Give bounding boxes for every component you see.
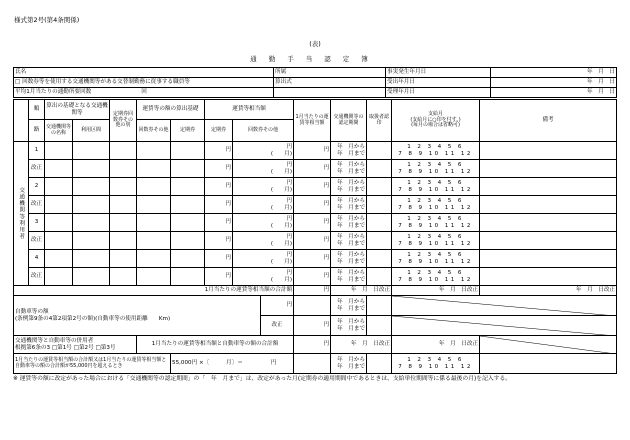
car-yen[interactable]: 円 (261, 296, 294, 316)
monthly-yen[interactable]: 円 (294, 268, 331, 286)
combo-yen[interactable]: 円 (294, 336, 331, 354)
name-label: 氏名 (14, 68, 274, 78)
times-unit: 回 (141, 89, 147, 96)
pass-cell[interactable] (171, 178, 205, 196)
payment-months[interactable]: 1 2 3 4 5 6 7 8 9 10 11 12 (392, 196, 480, 214)
header-table (13, 67, 617, 98)
fare-equiv-yen[interactable]: 円 ( 月) (233, 250, 294, 268)
combo-label: 交通機関等と自動車等の併用者 (15, 338, 94, 345)
route-col-header: 利用区間 (73, 120, 110, 142)
total-revision-date-2[interactable]: 年 月 日改正 (392, 286, 480, 296)
footnote: ※ 運賃等の額に改定があった場合における「交通機関等の認定期間」の「 年 月まで」は、改定があった月(定期券の適用期間中であるときは、支給単位期間等に係る最後の月)を記入する。 (13, 376, 512, 382)
pass-cell[interactable] (171, 268, 205, 286)
remarks-cell[interactable] (480, 160, 617, 178)
fare-basis-col-header: 運賃等の額の算出基礎 (137, 100, 205, 120)
fare-equiv-yen[interactable]: 円 ( 月) (233, 160, 294, 178)
cap-formula[interactable]: 55,000円 ×〔 月〕＝ 円 (171, 354, 294, 374)
handler-cell[interactable] (367, 268, 392, 286)
remarks-cell[interactable] (480, 214, 617, 232)
payment-months[interactable]: 1 2 3 4 5 6 7 8 9 10 11 12 (392, 178, 480, 196)
payment-months[interactable]: 1 2 3 4 5 6 7 8 9 10 11 12 (392, 160, 480, 178)
pass-type-cell[interactable] (110, 160, 137, 178)
revision-label: 改正 (29, 160, 45, 178)
ticket-other-col-header: 回数券その他 (137, 120, 171, 142)
car-diagonal-cell (392, 296, 617, 316)
payment-note1: (支給月に○印を付す。) (410, 116, 461, 123)
transport-name-cell[interactable] (45, 160, 73, 178)
monthly-yen[interactable]: 円 (294, 178, 331, 196)
total-label: 1月当たりの運賃等相当額の合計額 (14, 286, 294, 296)
payment-months[interactable]: 1 2 3 4 5 6 7 8 9 10 11 12 (392, 232, 480, 250)
page-title: 通勤手当認定簿 (250, 55, 380, 63)
car-revision-yen[interactable]: 円 (294, 316, 331, 336)
handler-cell[interactable] (367, 214, 392, 232)
fare-equiv-yen[interactable]: 円 ( 月) (233, 232, 294, 250)
handler-cell[interactable] (367, 178, 392, 196)
route-cell[interactable] (73, 160, 110, 178)
remarks-cell[interactable] (480, 250, 617, 268)
payment-col-header (392, 100, 480, 142)
car-amount-cell (14, 296, 261, 336)
transit-revision-row (14, 268, 617, 286)
fare-yen[interactable]: 円 (205, 250, 233, 268)
cert-period[interactable]: 年 月から 年 月まで (331, 214, 367, 232)
notification-date-value[interactable]: 年 月 日 (491, 78, 617, 88)
monthly-yen[interactable]: 円 (294, 142, 331, 160)
combo-total-label: 1月当たりの運賃等相当額と自動車等の額の合計額 (137, 336, 294, 354)
payment-months[interactable]: 1 2 3 4 5 6 7 8 9 10 11 12 (392, 250, 480, 268)
acceptance-date-label: 受理年月日 (386, 88, 491, 98)
total-yen[interactable]: 円 (294, 286, 331, 296)
transit-row (14, 214, 617, 232)
pass-type-cell[interactable] (110, 232, 137, 250)
transport-name-cell[interactable] (45, 142, 73, 160)
pass2-col-header: 定期券 (205, 120, 233, 142)
handler-cell[interactable] (367, 196, 392, 214)
ticket-other2-col-header: 回数券その他 (233, 120, 294, 142)
route-cell[interactable] (73, 142, 110, 160)
route-cell[interactable] (73, 232, 110, 250)
transit-user-label: 交通機関等利用者 (14, 142, 29, 286)
fare-equiv-yen[interactable]: 円 ( 月) (233, 142, 294, 160)
transport-name-col-header: 交通機関等の名称 (45, 120, 73, 142)
remarks-cell[interactable] (480, 178, 617, 196)
car-revision-label: 改正 (261, 316, 294, 336)
transit-row (14, 250, 617, 268)
remarks-cell[interactable] (480, 196, 617, 214)
pass-cell[interactable] (171, 142, 205, 160)
handler-cell[interactable] (367, 142, 392, 160)
combo-sub[interactable]: 根拠第6条の3 □第1号 □第2号 □第3号 (15, 344, 116, 351)
transport-name-cell[interactable] (45, 178, 73, 196)
monthly-col-header: 1月当たりの運賃等相当額 (294, 100, 331, 142)
row-number: 3 (29, 214, 45, 232)
handler-col-header: 取扱者認印 (367, 100, 392, 142)
car-period[interactable]: 年 月から 年 月まで (331, 296, 367, 316)
transit-revision-row (14, 232, 617, 250)
pass-cell[interactable] (171, 160, 205, 178)
payment-months[interactable]: 1 2 3 4 5 6 7 8 9 10 11 12 (392, 214, 480, 232)
transit-row (14, 142, 617, 160)
payment-note2: (毎月の場合は省略可) (411, 122, 460, 129)
handler-cell[interactable] (367, 232, 392, 250)
pass-type-cell[interactable] (110, 178, 137, 196)
remarks-cell[interactable] (480, 142, 617, 160)
ticket-other-cell[interactable] (137, 178, 171, 196)
combo-diagonal (480, 336, 617, 354)
cert-period[interactable]: 年 月から 年 月まで (331, 250, 367, 268)
route-cell[interactable] (73, 196, 110, 214)
fare-equiv-col-header: 運賃等相当額 (205, 100, 294, 120)
remarks-col-header: 備考 (480, 100, 617, 142)
acceptance-date-value[interactable]: 年 月 日 (491, 88, 617, 98)
ticket-other-cell[interactable] (137, 232, 171, 250)
basis-col-header: 算出の基礎となる交通機関等 (45, 100, 110, 120)
pass-cell[interactable] (171, 232, 205, 250)
cert-period[interactable]: 年 月から 年 月まで (331, 196, 367, 214)
revision-label: 改正 (29, 196, 45, 214)
cert-period-col-header: 交通機関等の認定期間 (331, 100, 367, 142)
monthly-yen[interactable]: 円 (294, 250, 331, 268)
total-revision-date[interactable]: 年 月 日改正 (331, 286, 392, 296)
fare-yen[interactable]: 円 (205, 268, 233, 286)
cert-period[interactable]: 年 月から 年 月まで (331, 160, 367, 178)
combo-cell (14, 336, 137, 354)
car-sub: (条例第9条の4第2項第2号の額)(自動車等の使用距離 Km) (15, 315, 171, 322)
route-cell[interactable] (73, 250, 110, 268)
revision-label: 改正 (29, 232, 45, 250)
ticket-other-cell[interactable] (137, 160, 171, 178)
route-cell[interactable] (73, 268, 110, 286)
payment-months[interactable]: 1 2 3 4 5 6 7 8 9 10 11 12 (392, 142, 480, 160)
pass-cell[interactable] (171, 214, 205, 232)
total-revision-date-3[interactable]: 年 月 日改正 (480, 286, 617, 296)
pass-type-cell[interactable] (110, 214, 137, 232)
cap-period[interactable]: 年 月から 年 月まで (331, 354, 367, 374)
transport-name-cell[interactable] (45, 268, 73, 286)
cert-period[interactable]: 年 月から 年 月まで (331, 268, 367, 286)
fare-equiv-yen[interactable]: 円 ( 月) (233, 214, 294, 232)
fare-equiv-yen[interactable]: 円 ( 月) (233, 268, 294, 286)
fare-yen[interactable]: 円 (205, 142, 233, 160)
transport-name-cell[interactable] (45, 250, 73, 268)
transport-name-cell[interactable] (45, 196, 73, 214)
transit-revision-row (14, 160, 617, 178)
monthly-yen[interactable]: 円 (294, 214, 331, 232)
monthly-yen[interactable]: 円 (294, 196, 331, 214)
transport-name-cell[interactable] (45, 232, 73, 250)
paren-label: (表) (309, 40, 321, 48)
combo-revision-date[interactable]: 年 月 日改正 (331, 336, 392, 354)
shift-checkbox[interactable]: □ 回数券等を使用する交通機関等がある交替制勤務に従事する職員等 (14, 78, 274, 88)
office-label: 所属 (274, 68, 386, 78)
transit-row (14, 178, 617, 196)
fare-yen[interactable]: 円 (205, 214, 233, 232)
car-revision-diagonal (392, 316, 617, 336)
ticket-other-cell[interactable] (137, 142, 171, 160)
row-number: 2 (29, 178, 45, 196)
remarks-cell[interactable] (480, 268, 617, 286)
transport-name-cell[interactable] (45, 214, 73, 232)
pass-type-cell[interactable] (110, 196, 137, 214)
transit-revision-row (14, 196, 617, 214)
pass-type-col-header: 定期券回数券その他の別 (110, 100, 137, 142)
handler-cell[interactable] (367, 160, 392, 178)
avg-commute-label: 平均1月当たりの通勤所要回数 (15, 89, 92, 96)
occurrence-date-label: 事実発生年月日 (386, 68, 491, 78)
pass-cell[interactable] (171, 250, 205, 268)
handler-cell[interactable] (367, 250, 392, 268)
route-cell[interactable] (73, 214, 110, 232)
pass-type-cell[interactable] (110, 142, 137, 160)
ticket-other-cell[interactable] (137, 250, 171, 268)
payment-month-label: 支給月 (428, 111, 444, 118)
fare-yen[interactable]: 円 (205, 196, 233, 214)
row-number: 4 (29, 250, 45, 268)
ticket-other-cell[interactable] (137, 214, 171, 232)
monthly-yen[interactable]: 円 (294, 160, 331, 178)
car-revision-period[interactable]: 年 月から 年 月まで (331, 316, 367, 336)
formula-label: 算出式 (274, 78, 386, 88)
notification-date-label: 受出年月日 (386, 78, 491, 88)
order-col-header: 順 (29, 100, 45, 120)
row-number: 1 (29, 142, 45, 160)
route-cell[interactable] (73, 178, 110, 196)
cert-period[interactable]: 年 月から 年 月まで (331, 178, 367, 196)
fare-equiv-yen[interactable]: 円 ( 月) (233, 196, 294, 214)
combo-revision-date-2[interactable]: 年 月 日改正 (392, 336, 480, 354)
monthly-yen[interactable]: 円 (294, 232, 331, 250)
main-table (13, 99, 617, 374)
form-number: 様式第2号(第4条関係) (14, 16, 80, 24)
pass-cell[interactable] (171, 196, 205, 214)
cert-period[interactable]: 年 月から 年 月まで (331, 232, 367, 250)
pass-col-header: 定期券 (171, 120, 205, 142)
occurrence-date-value[interactable]: 年 月 日 (491, 68, 617, 78)
order2-col-header: 路 (29, 120, 45, 142)
revision-label: 改正 (29, 268, 45, 286)
payment-months[interactable]: 1 2 3 4 5 6 7 8 9 10 11 12 (392, 268, 480, 286)
ticket-other-cell[interactable] (137, 196, 171, 214)
pass-type-cell[interactable] (110, 268, 137, 286)
fare-yen[interactable]: 円 (205, 178, 233, 196)
fare-yen[interactable]: 円 (205, 232, 233, 250)
pass-type-cell[interactable] (110, 250, 137, 268)
fare-yen[interactable]: 円 (205, 160, 233, 178)
remarks-cell[interactable] (480, 232, 617, 250)
fare-equiv-yen[interactable]: 円 ( 月) (233, 178, 294, 196)
cert-period[interactable]: 年 月から 年 月まで (331, 142, 367, 160)
ticket-other-cell[interactable] (137, 268, 171, 286)
cap-months[interactable]: 1 2 3 4 5 6 7 8 9 10 11 12 (392, 354, 480, 374)
cap-label: 1月当たりの運賃等相当額の合計額又は1月当たりの運賃等相当額と自動車等の額の合計額が55,000円を超えるとき (14, 354, 171, 374)
car-label: 自動車等の額 (15, 309, 49, 316)
